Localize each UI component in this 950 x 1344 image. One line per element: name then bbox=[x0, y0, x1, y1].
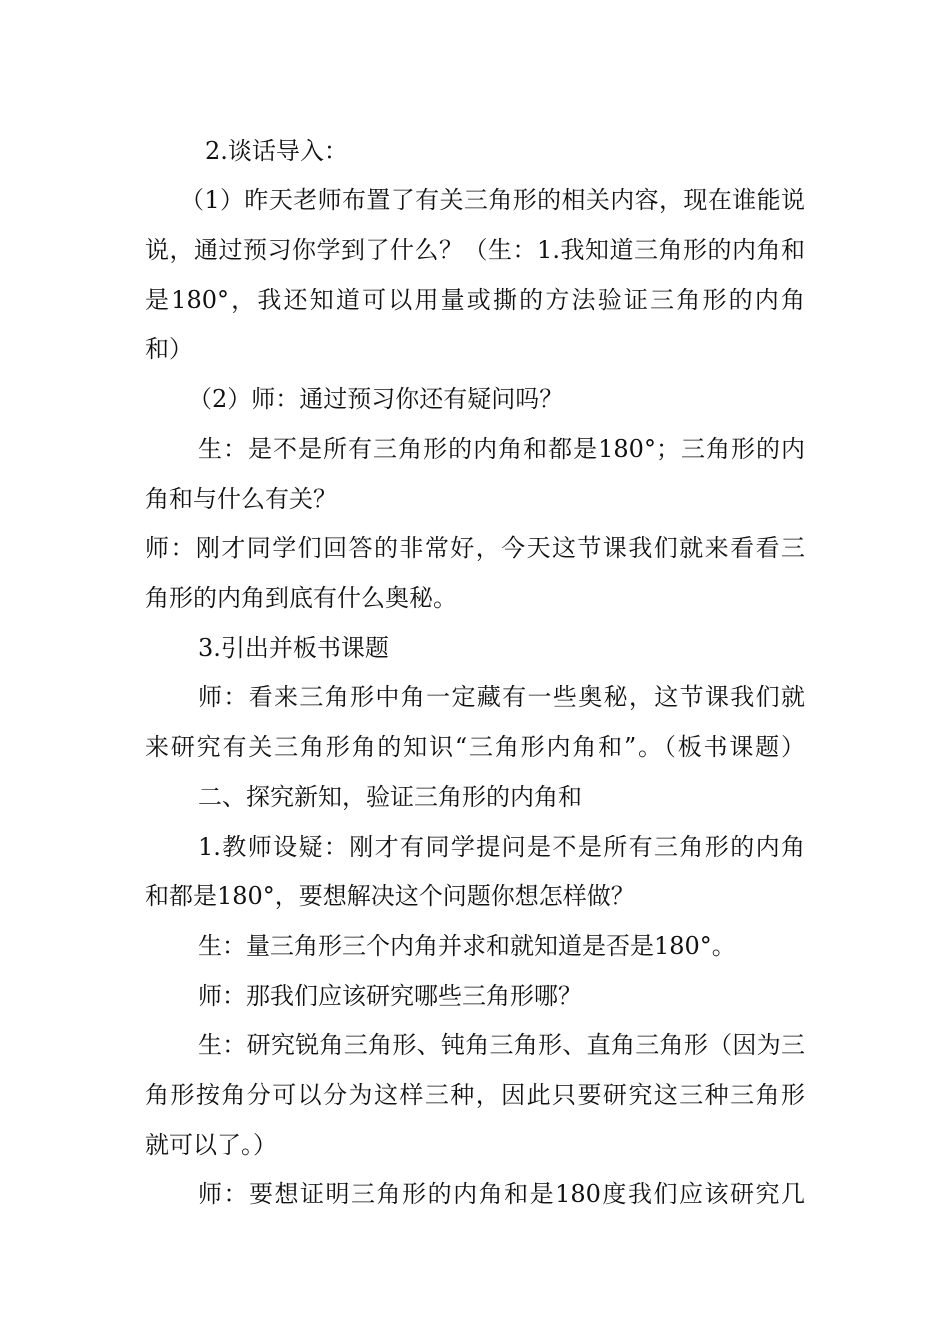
text-line-3: 说，通过预习你学到了什么？（生：1.我知道三角形的内角和 bbox=[145, 236, 805, 264]
text-line-8: 角和与什么有关？ bbox=[145, 485, 337, 513]
text-line-13: 来研究有关三角形角的知识“三角形内角和”。（板书课题） bbox=[145, 733, 805, 761]
text-line-1: 2.谈话导入： bbox=[205, 137, 348, 165]
text-line-10: 角形的内角到底有什么奥秘。 bbox=[145, 584, 457, 612]
text-line-15: 1.教师设疑：刚才有同学提问是不是所有三角形的内角 bbox=[198, 833, 805, 861]
text-line-16: 和都是180°，要想解决这个问题你想怎样做？ bbox=[145, 882, 635, 910]
text-line-20: 角形按角分可以分为这样三种，因此只要研究这三种三角形 bbox=[145, 1081, 805, 1109]
text-line-4: 是180°，我还知道可以用量或撕的方法验证三角形的内角 bbox=[145, 286, 805, 314]
text-line-17: 生：量三角形三个内角并求和就知道是否是180°。 bbox=[198, 932, 736, 960]
text-line-14: 二、探究新知，验证三角形的内角和 bbox=[198, 783, 582, 811]
text-line-22: 师：要想证明三角形的内角和是180度我们应该研究几 bbox=[198, 1180, 805, 1208]
text-line-21: 就可以了。） bbox=[145, 1131, 277, 1159]
text-line-2: （1）昨天老师布置了有关三角形的相关内容，现在谁能说 bbox=[180, 186, 805, 214]
text-line-12: 师：看来三角形中角一定藏有一些奥秘，这节课我们就 bbox=[198, 683, 805, 711]
text-line-9: 师：刚才同学们回答的非常好，今天这节课我们就来看看三 bbox=[145, 534, 805, 562]
text-line-6: （2）师：通过预习你还有疑问吗？ bbox=[188, 385, 564, 413]
text-line-7: 生：是不是所有三角形的内角和都是180°；三角形的内 bbox=[198, 435, 805, 463]
text-line-5: 和） bbox=[145, 335, 193, 363]
text-line-11: 3.引出并板书课题 bbox=[198, 634, 389, 662]
text-line-19: 生：研究锐角三角形、钝角三角形、直角三角形（因为三 bbox=[198, 1031, 805, 1059]
text-line-18: 师：那我们应该研究哪些三角形哪？ bbox=[198, 982, 582, 1010]
